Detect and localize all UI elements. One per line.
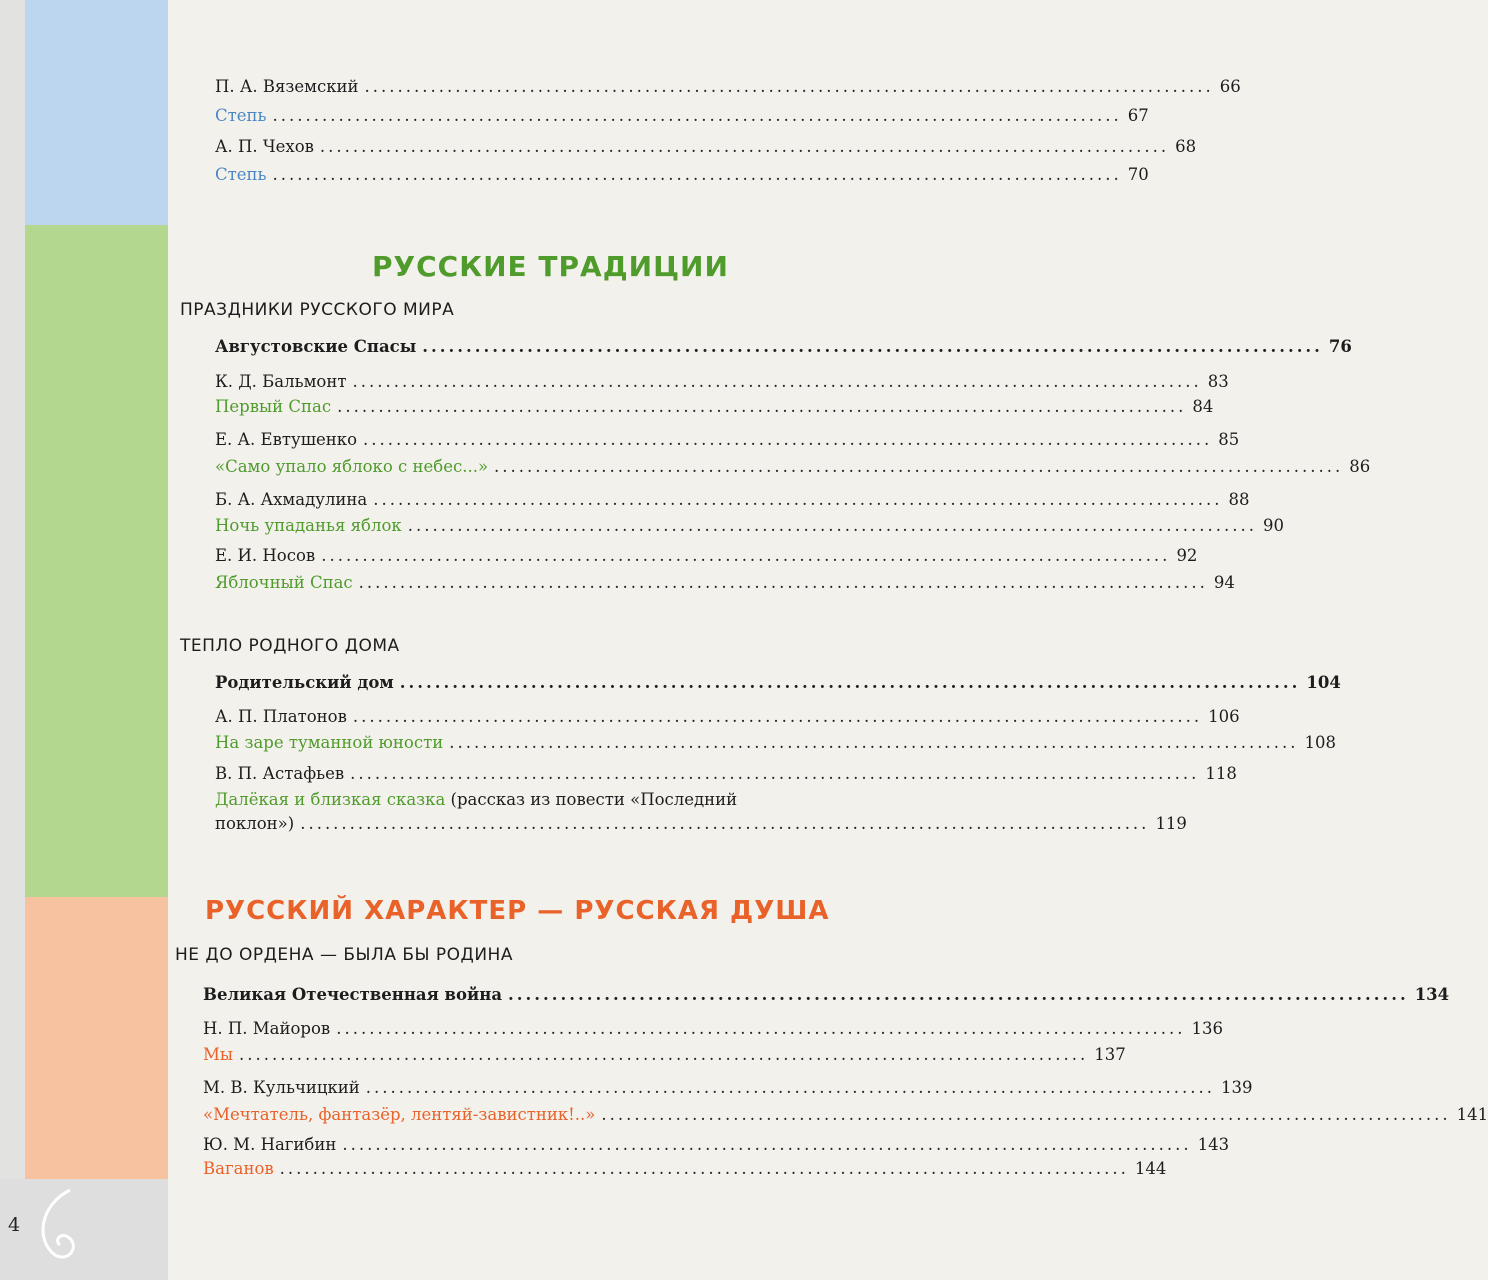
entry-title-green: Далёкая и близкая сказка bbox=[215, 790, 446, 809]
toc-entry-multiline: Далёкая и близкая сказка (рассказ из повести «Последний поклон») ....................................................................................................... 119 bbox=[215, 788, 875, 836]
toc-entry: К. Д. Бальмонт ....................................................................................................... 83 bbox=[215, 372, 1229, 391]
toc-entry: Мы ....................................................................................................... 137 bbox=[203, 1045, 1126, 1064]
toc-entry: Великая Отечественная война ....................................................................................................... 134 bbox=[203, 985, 1450, 1004]
section-title: ПРАЗДНИКИ РУССКОГО МИРА bbox=[180, 300, 455, 320]
toc-entry: Степь ....................................................................................................... 67 bbox=[215, 106, 1149, 125]
toc-entry: На заре туманной юности ....................................................................................................... 108 bbox=[215, 733, 1336, 752]
part-title: РУССКИЙ ХАРАКТЕР — РУССКАЯ ДУША bbox=[205, 896, 830, 926]
entry-page: 119 bbox=[1155, 814, 1187, 833]
toc-entry: Б. А. Ахмадулина ....................................................................................................... 88 bbox=[215, 490, 1250, 509]
toc-entry: Первый Спас ....................................................................................................... 84 bbox=[215, 397, 1214, 416]
entry-title-line2: поклон») bbox=[215, 814, 295, 833]
toc-entry: Степь ....................................................................................................... 70 bbox=[215, 165, 1149, 184]
toc-entry: П. А. Вяземский ....................................................................................................... 66 bbox=[215, 77, 1241, 96]
toc-entry: Ю. М. Нагибин ....................................................................................................... 143 bbox=[203, 1135, 1230, 1154]
toc-entry: Ночь упаданья яблок ....................................................................................................... 90 bbox=[215, 516, 1284, 535]
toc-entry: А. П. Чехов ....................................................................................................... 68 bbox=[215, 137, 1197, 156]
section-title: ТЕПЛО РОДНОГО ДОМА bbox=[180, 636, 400, 656]
toc-entry: В. П. Астафьев ....................................................................................................... 118 bbox=[215, 764, 1237, 783]
entry-title-rest: (рассказ из повести «Последний bbox=[445, 790, 738, 809]
toc-entry: Е. И. Носов ....................................................................................................... 92 bbox=[215, 546, 1198, 565]
toc-entry: Ваганов ....................................................................................................... 144 bbox=[203, 1159, 1167, 1178]
toc-entry: Августовские Спасы ....................................................................................................... 76 bbox=[215, 337, 1352, 356]
toc-entry: Родительский дом ....................................................................................................... 104 bbox=[215, 673, 1341, 692]
toc-entry: «Мечтатель, фантазёр, лентяй-завистник!..» ....................................................................................................... 141 bbox=[203, 1105, 1488, 1124]
section-title: НЕ ДО ОРДЕНА — БЫЛА БЫ РОДИНА bbox=[175, 945, 513, 965]
toc-entry: А. П. Платонов ....................................................................................................... 106 bbox=[215, 707, 1240, 726]
toc-entry: Яблочный Спас ....................................................................................................... 94 bbox=[215, 573, 1235, 592]
part-title: РУССКИЕ ТРАДИЦИИ bbox=[372, 250, 729, 283]
toc-entry: М. В. Кульчицкий ....................................................................................................... 139 bbox=[203, 1078, 1253, 1097]
toc-entry: Е. А. Евтушенко ....................................................................................................... 85 bbox=[215, 430, 1240, 449]
toc-entry: Н. П. Майоров ....................................................................................................... 136 bbox=[203, 1019, 1223, 1038]
toc-entry: «Само упало яблоко с небес...» ....................................................................................................... 86 bbox=[215, 457, 1371, 476]
page-number: 4 bbox=[8, 1214, 21, 1236]
